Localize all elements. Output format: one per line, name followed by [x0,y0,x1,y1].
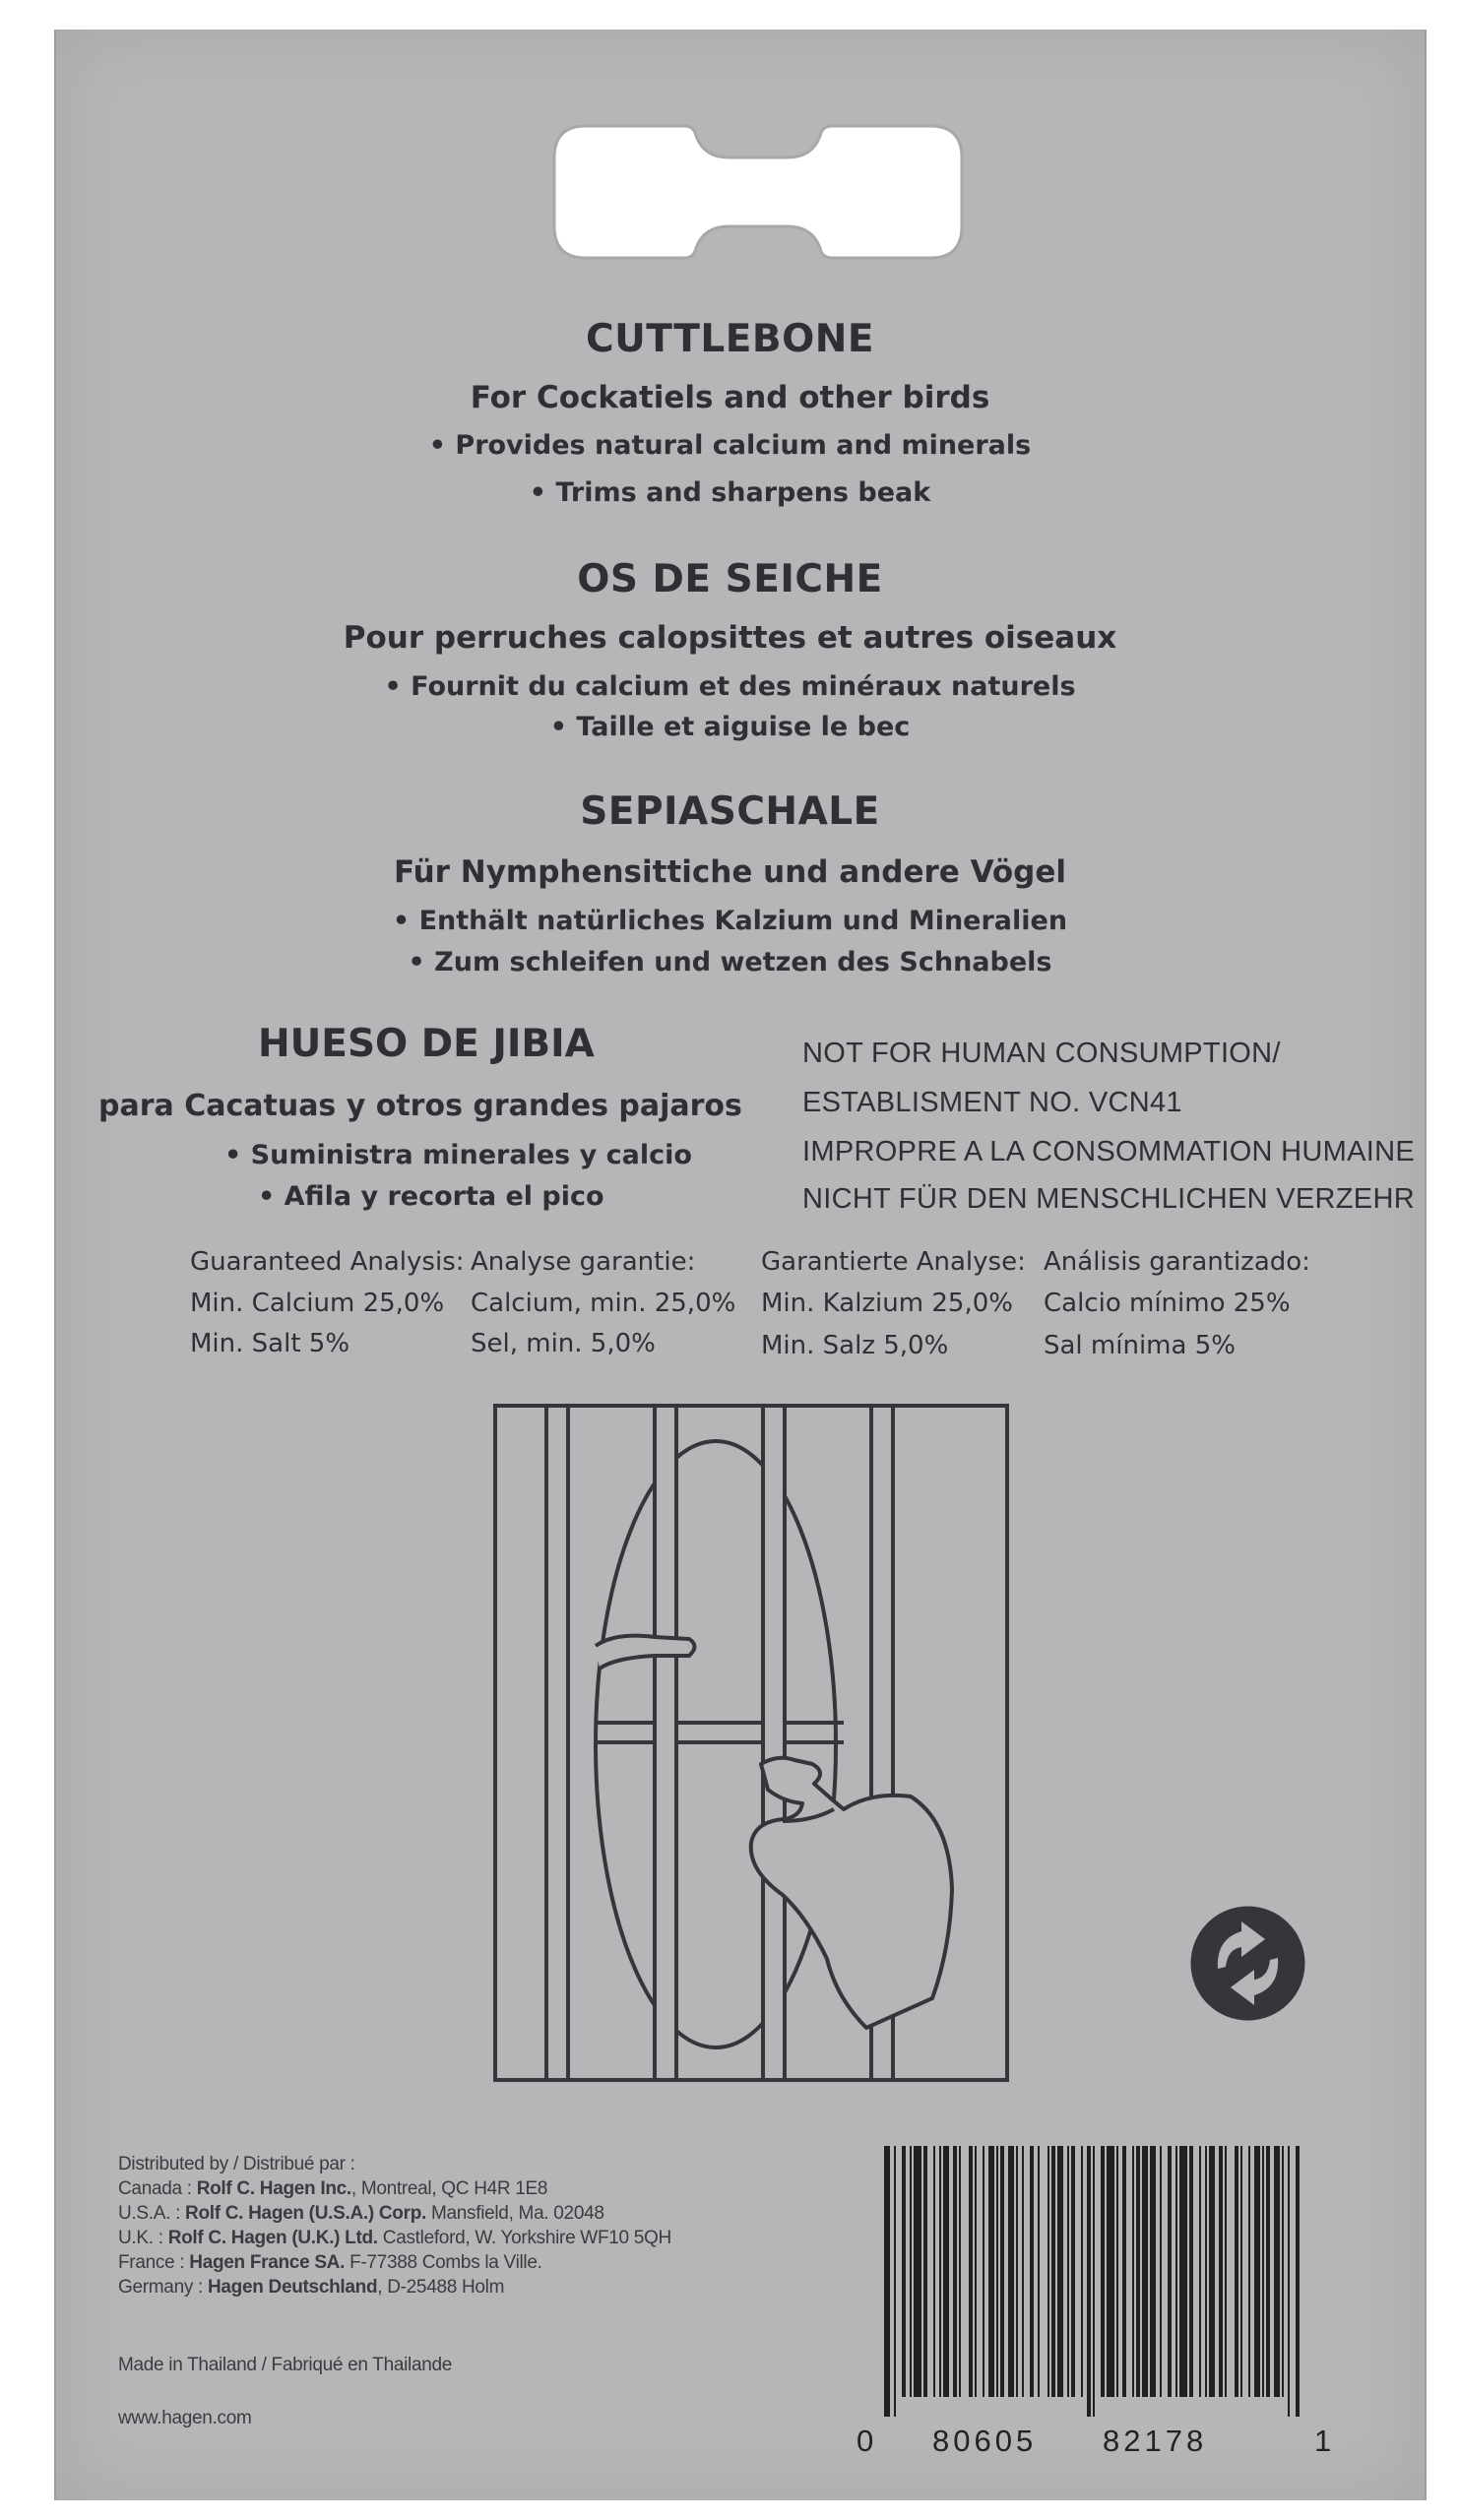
barcode-bar [1071,2146,1075,2397]
barcode-bar [969,2146,973,2397]
notice-line-2: ESTABLISMENT NO. VCN41 [802,1087,1182,1118]
distributor-france: France : Hagen France SA. F-77388 Combs la Ville. [118,2252,542,2273]
barcode-bar [1168,2146,1172,2397]
barcode-bar [1142,2146,1148,2397]
barcode-bar [1087,2146,1091,2417]
barcode-bar [1000,2146,1004,2397]
analysis-en-salt: Min. Salt 5% [190,1329,350,1358]
bullet-de-1: • Enthält natürliches Kalzium und Mineralien [392,906,1068,936]
analysis-fr-salt: Sel, min. 5,0% [471,1329,656,1358]
analysis-es-header: Análisis garantizado: [1044,1247,1310,1277]
analysis-de-calcium: Min. Kalzium 25,0% [761,1289,1013,1318]
distributor-germany: Germany : Hagen Deutschland, D-25488 Holm [118,2277,505,2298]
barcode-bar [983,2146,984,2397]
subtitle-fr: Pour perruches calopsittes et autres oiseaux [343,620,1117,656]
barcode-bar [1282,2146,1284,2397]
barcode-bar [1038,2146,1040,2397]
subtitle-en: For Cockatiels and other birds [470,380,990,415]
barcode-bar [1288,2146,1290,2417]
subtitle-es: para Cacatuas y otros grandes pajaros [98,1089,742,1123]
analysis-en-calcium: Min. Calcium 25,0% [190,1289,445,1318]
cage-illustration [487,1398,1014,2087]
notice-line-3: IMPROPRE A LA CONSOMMATION HUMAINE [802,1136,1415,1167]
notice-line-4: NICHT FÜR DEN MENSCHLICHEN VERZEHR [802,1183,1415,1215]
analysis-de-header: Garantierte Analyse: [761,1247,1026,1277]
barcode-bar [1199,2146,1201,2397]
title-es: HUESO DE JIBIA [258,1022,595,1066]
barcode-bar [1225,2146,1227,2397]
bullet-es-2: • Afila y recorta el pico [258,1181,604,1212]
notice-line-1: NOT FOR HUMAN CONSUMPTION/ [802,1038,1281,1069]
barcode-bar [1051,2146,1055,2397]
barcode-bar [1179,2146,1187,2397]
barcode-bar [943,2146,949,2397]
barcode [882,2146,1305,2417]
barcode-bar [1189,2146,1193,2397]
analysis-fr-header: Analyse garantie: [471,1247,696,1277]
barcode-bar [1254,2146,1260,2397]
website: www.hagen.com [118,2408,252,2428]
barcode-bar [1274,2146,1280,2397]
barcode-bar [1219,2146,1223,2397]
barcode-bar [1047,2146,1049,2397]
barcode-bar [1122,2146,1126,2397]
barcode-bar [1016,2146,1018,2397]
hang-hole [546,118,970,266]
barcode-bar [1266,2146,1270,2397]
barcode-digits-left: 80605 [932,2424,1038,2458]
barcode-digits-right: 82178 [1103,2424,1208,2458]
subtitle-de: Für Nymphensittiche und andere Vögel [393,854,1067,890]
distributor-usa: U.S.A. : Rolf C. Hagen (U.S.A.) Corp. Mansfield, Ma. 02048 [118,2203,604,2224]
barcode-bar [910,2146,912,2397]
barcode-bar [1248,2146,1250,2397]
barcode-bar [923,2146,927,2397]
barcode-bar [914,2146,921,2397]
recycle-icon [1186,1902,1309,2025]
barcode-bar [953,2146,957,2397]
barcode-bar [1057,2146,1063,2397]
title-de: SEPIASCHALE [580,789,880,834]
barcode-bar [1022,2146,1024,2397]
bullet-es-1: • Suministra minerales y calcio [224,1140,692,1170]
barcode-bar [1235,2146,1238,2397]
title-fr: OS DE SEICHE [577,557,883,601]
barcode-bar [1205,2146,1207,2397]
barcode-bar [1081,2146,1083,2397]
bullet-de-2: • Zum schleifen und wetzen des Schnabels [408,947,1052,977]
barcode-bar [939,2146,941,2397]
barcode-bar [1160,2146,1162,2397]
barcode-bar [1067,2146,1069,2397]
bullet-fr-1: • Fournit du calcium et des minéraux naturels [384,671,1076,702]
bullet-fr-2: • Taille et aiguise le bec [549,712,911,742]
analysis-es-calcium: Calcio mínimo 25% [1044,1289,1291,1318]
analysis-fr-calcium: Calcium, min. 25,0% [471,1289,736,1318]
barcode-bar [1107,2146,1114,2397]
distributed-by: Distributed by / Distribué par : [118,2154,355,2174]
made-in: Made in Thailand / Fabriqué en Thailande [118,2355,453,2375]
barcode-bar [996,2146,998,2397]
barcode-bar [1008,2146,1014,2397]
barcode-bar [894,2146,896,2417]
barcode-bar [1030,2146,1034,2397]
barcode-bar [933,2146,935,2397]
barcode-bar [975,2146,977,2397]
barcode-bar [988,2146,994,2397]
title-en: CUTTLEBONE [585,317,875,361]
distributor-canada: Canada : Rolf C. Hagen Inc., Montreal, QC H4R 1E8 [118,2178,548,2199]
barcode-bar [959,2146,961,2397]
barcode-bar [1101,2146,1105,2397]
barcode-bar [902,2146,906,2397]
barcode-bar [1093,2146,1095,2417]
analysis-en-header: Guaranteed Analysis: [190,1247,465,1277]
barcode-bar [1132,2146,1134,2397]
analysis-de-salt: Min. Salz 5,0% [761,1331,949,1360]
barcode-bar [884,2146,890,2417]
barcode-bar [1175,2146,1177,2397]
barcode-bar [1240,2146,1242,2397]
bullet-en-1: • Provides natural calcium and minerals [428,430,1032,461]
barcode-bar [1262,2146,1264,2397]
barcode-bar [1150,2146,1156,2397]
barcode-bar [1136,2146,1140,2397]
barcode-bar [1209,2146,1215,2397]
bullet-en-2: • Trims and sharpens beak [529,477,931,508]
distributor-uk: U.K. : Rolf C. Hagen (U.K.) Ltd. Castleford, W. Yorkshire WF10 5QH [118,2228,671,2248]
analysis-es-salt: Sal mínima 5% [1044,1331,1236,1360]
barcode-bar [1296,2146,1300,2417]
barcode-digit-check: 1 [1314,2424,1332,2458]
barcode-bar [1116,2146,1118,2397]
barcode-digit-system: 0 [857,2424,874,2458]
